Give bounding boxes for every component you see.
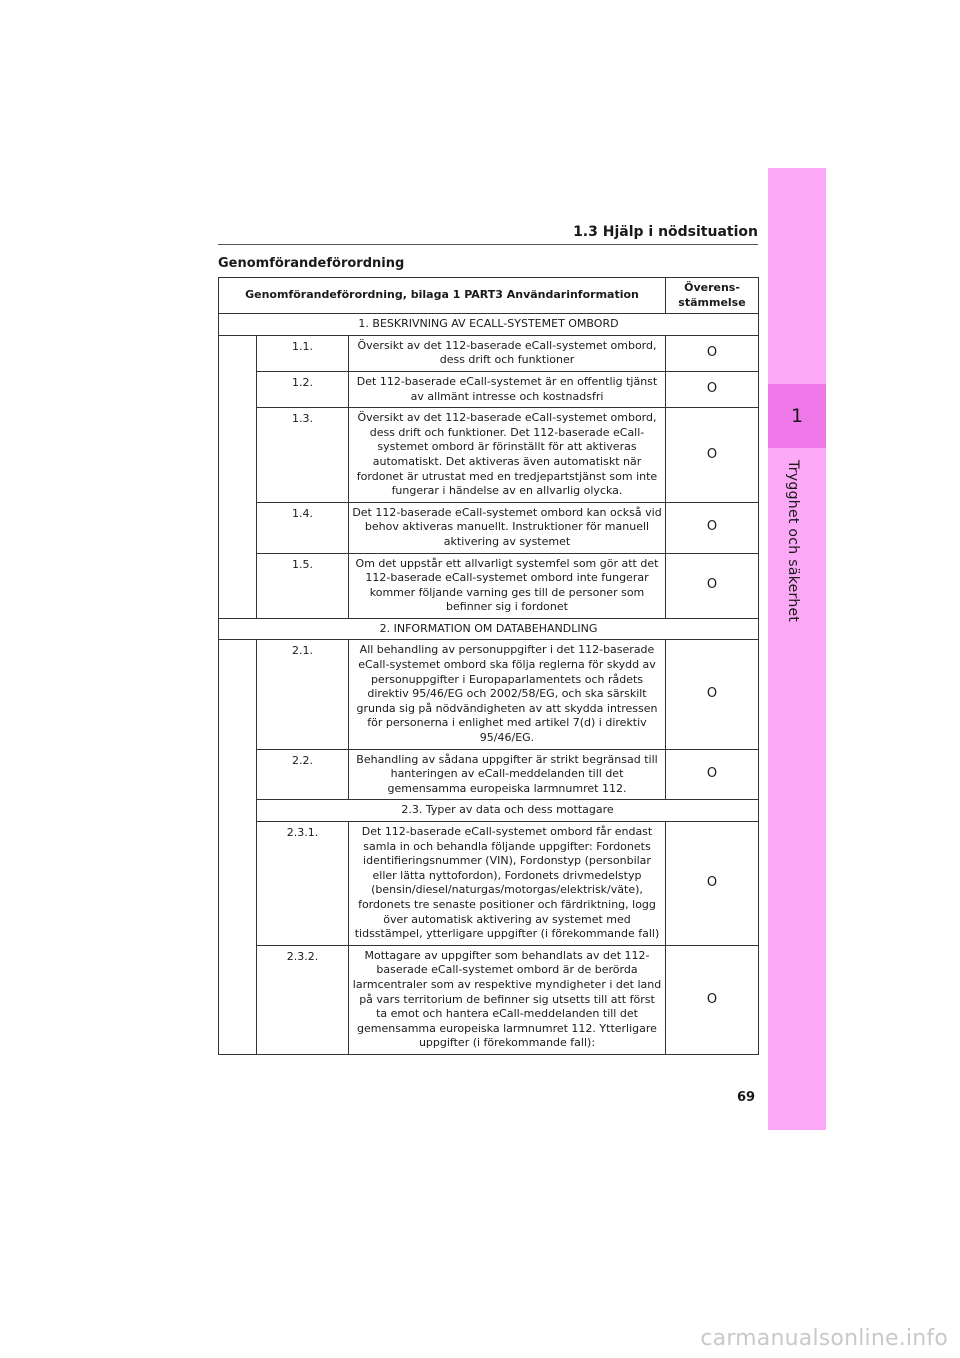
item-number: 1.1. xyxy=(257,335,349,371)
item-number: 1.2. xyxy=(257,371,349,407)
indent-cell xyxy=(219,335,257,618)
header-compliance: Överens-stämmelse xyxy=(666,278,759,314)
subsection-row xyxy=(219,800,759,822)
item-number: 2.1. xyxy=(257,640,349,749)
compliance-mark: O xyxy=(666,502,759,553)
compliance-mark: O xyxy=(666,553,759,618)
page-number: 69 xyxy=(737,1090,756,1105)
item-number: 2.3.1. xyxy=(257,822,349,946)
chapter-number: 1 xyxy=(768,384,826,448)
table-row xyxy=(219,749,759,800)
indent-cell xyxy=(219,640,257,1054)
regulation-table xyxy=(218,277,759,1055)
item-number: 2.2. xyxy=(257,749,349,800)
compliance-mark: O xyxy=(666,749,759,800)
chapter-label: Trygghet och säkerhet xyxy=(785,460,801,623)
table-row xyxy=(219,640,759,749)
compliance-mark: O xyxy=(666,371,759,407)
item-number: 1.5. xyxy=(257,553,349,618)
compliance-mark: O xyxy=(666,945,759,1054)
item-text: Det 112-baserade eCall-systemet ombord får endast samla in och behandla följande uppgifter: Fordonets identifieringsnummer (VIN), Fordonstyp (personbilar eller lätta nyttofordon), Fordonets drivmedelstyp (bensin/diesel/naturgas/motorgas/elektrisk/väte), fordonets tre senaste positioner och färdriktning, logg över automatisk aktivering av systemet med tidsstämpel, ytterligare uppgifter (i förekommande fall) xyxy=(349,822,666,946)
table-header-row xyxy=(219,278,759,314)
compliance-mark: O xyxy=(666,335,759,371)
document-title: Genomförandeförordning xyxy=(218,256,405,271)
section-2-title: 2. INFORMATION OM DATABEHANDLING xyxy=(219,618,759,640)
table-row xyxy=(219,945,759,1054)
table-row xyxy=(219,502,759,553)
section-row xyxy=(219,314,759,336)
table-row xyxy=(219,371,759,407)
item-number: 2.3.2. xyxy=(257,945,349,1054)
subsection-2-3-title: 2.3. Typer av data och dess mottagare xyxy=(257,800,759,822)
compliance-mark: O xyxy=(666,640,759,749)
item-text: Det 112-baserade eCall-systemet är en offentlig tjänst av allmänt intresse och kostnadsfri xyxy=(349,371,666,407)
item-number: 1.4. xyxy=(257,502,349,553)
chapter-side-tab xyxy=(768,168,826,1130)
table-row xyxy=(219,335,759,371)
section-1-title: 1. BESKRIVNING AV ECALL-SYSTEMET OMBORD xyxy=(219,314,759,336)
watermark-text: carmanualsonline.info xyxy=(700,1326,948,1351)
table-row xyxy=(219,408,759,503)
item-number: 1.3. xyxy=(257,408,349,503)
item-text: Det 112-baserade eCall-systemet ombord kan också vid behov aktiveras manuellt. Instruktioner för manuell aktivering av systemet xyxy=(349,502,666,553)
section-header: 1.3 Hjälp i nödsituation xyxy=(573,224,758,240)
item-text: Översikt av det 112-baserade eCall-systemet ombord, dess drift och funktioner xyxy=(349,335,666,371)
header-divider xyxy=(218,244,758,245)
item-text: Mottagare av uppgifter som behandlats av det 112-baserade eCall-systemet ombord är de berörda larmcentraler som av respektive myndigheter i det land på vars territorium de befinner sig utsetts till att först ta emot och hantera eCall-meddelanden till det gemensamma europeiska larmnumret 112. Ytterligare uppgifter (i förekommande fall): xyxy=(349,945,666,1054)
compliance-mark: O xyxy=(666,822,759,946)
item-text: Behandling av sådana uppgifter är strikt begränsad till hanteringen av eCall-meddelanden till det gemensamma europeiska larmnumret 112. xyxy=(349,749,666,800)
table-row xyxy=(219,822,759,946)
item-text: Översikt av det 112-baserade eCall-systemet ombord, dess drift och funktioner. Det 112-baserade eCall-systemet ombord är förinställt för att aktiveras automatiskt. Det aktiveras även automatiskt när fordonet är utrustat med en tredjepartstjänst som inte fungerar i händelse av en allvarlig olycka. xyxy=(349,408,666,503)
item-text: All behandling av personuppgifter i det 112-baserade eCall-systemet ombord ska följa reglerna för skydd av personuppgifter i Europaparlamentets och rådets direktiv 95/46/EG och 2002/58/EG, och ska särskilt grunda sig på nödvändigheten av att skydda intressen för personerna i enlighet med artikel 7(d) i direktiv 95/46/EG. xyxy=(349,640,666,749)
table-row xyxy=(219,553,759,618)
item-text: Om det uppstår ett allvarligt systemfel som gör att det 112-baserade eCall-systemet ombord inte fungerar kommer följande varning ges till de personer som befinner sig i fordonet xyxy=(349,553,666,618)
section-row xyxy=(219,618,759,640)
header-user-information: Genomförandeförordning, bilaga 1 PART3 Användarinformation xyxy=(219,278,666,314)
compliance-mark: O xyxy=(666,408,759,503)
